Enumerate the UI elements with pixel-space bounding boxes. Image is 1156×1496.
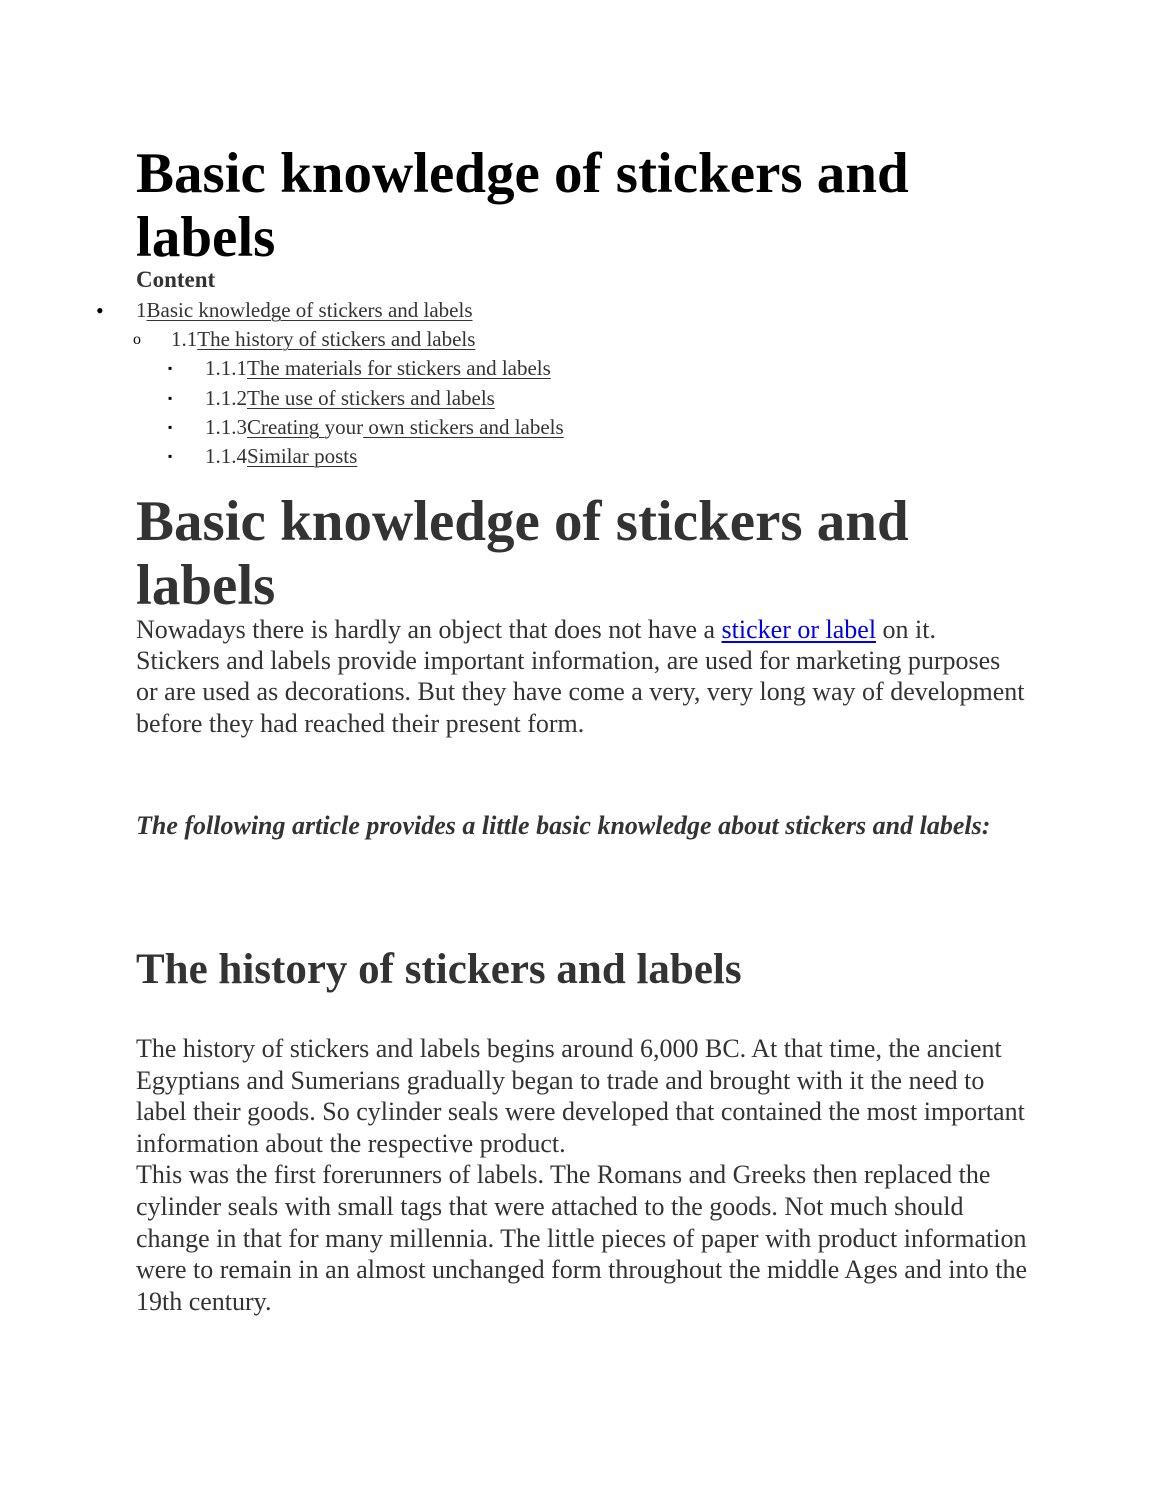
square-bullet-icon: ▪ [168,361,173,376]
toc-item-1-1-1 [96,354,564,383]
toc-item-number: 1.1.3 [205,414,247,439]
toc-item-1-1-2 [96,384,564,413]
toc-item-plain-text: your [324,414,364,439]
history-paragraph-1: The history of stickers and labels begins around 6,000 BC. At that time, the ancient Egyptians and Sumerians gradually began to trade and brought with it the need to label their goods. So cylinder seals were developed that contained the most important information about the respective product. [136,1034,1025,1158]
toc-item-1 [96,296,564,325]
toc-link-materials[interactable]: The materials for stickers and labels [247,356,551,381]
toc-item-1-1-4 [96,442,564,471]
toc-link-basic-knowledge[interactable]: Basic knowledge of stickers and labels [146,298,473,322]
history-body [136,1033,1036,1317]
page-title: Basic knowledge of stickers and labels [136,142,909,269]
square-bullet-icon: ▪ [168,390,173,405]
toc-item-number: 1.1.1 [205,356,247,381]
toc-item-number: 1 [136,298,147,322]
intro-text-before: Nowadays there is hardly an object that does not have a [136,615,722,644]
toc-link-similar-posts[interactable]: Similar posts [247,444,358,469]
toc-link-own-stickers[interactable]: own stickers and labels [363,414,564,439]
toc-heading: Content [136,267,216,292]
history-paragraph-2: This was the first forerunners of labels. The Romans and Greeks then replaced the cylinder seals with small tags that were attached to the goods. Not much should change in that for many millennia. The little pieces of paper with product information were to remain in an almost unchanged form throughout the middle Ages and into the 19th century. [136,1160,1028,1316]
history-heading: The history of stickers and labels [136,946,742,993]
toc-item-number: 1.1 [171,327,198,352]
toc-item-number: 1.1.4 [205,444,247,469]
toc-item-number: 1.1.2 [205,385,247,410]
toc-item-1-1 [96,325,564,354]
disc-bullet-icon: • [96,298,104,323]
toc-item-1-1-3 [96,413,564,442]
square-bullet-icon: ▪ [168,419,173,434]
toc-link-creating[interactable]: Creating [247,414,325,439]
toc-link-history[interactable]: The history of stickers and labels [197,327,476,352]
toc-link-use[interactable]: The use of stickers and labels [247,385,495,410]
circle-bullet-icon: o [133,331,141,349]
table-of-contents [96,296,564,471]
intro-text-after: on it. Stickers and labels provide important information, are used for marketing purposes or are used as decorations. But they have come a very, very long way of development before they had reached their present form. [136,615,1025,738]
lead-paragraph: The following article provides a little basic knowledge about stickers and labels: [136,811,991,840]
section-title: Basic knowledge of stickers and labels [136,490,909,617]
intro-paragraph [136,614,1026,739]
square-bullet-icon: ▪ [168,449,173,464]
sticker-or-label-link[interactable]: sticker or label [721,615,877,644]
